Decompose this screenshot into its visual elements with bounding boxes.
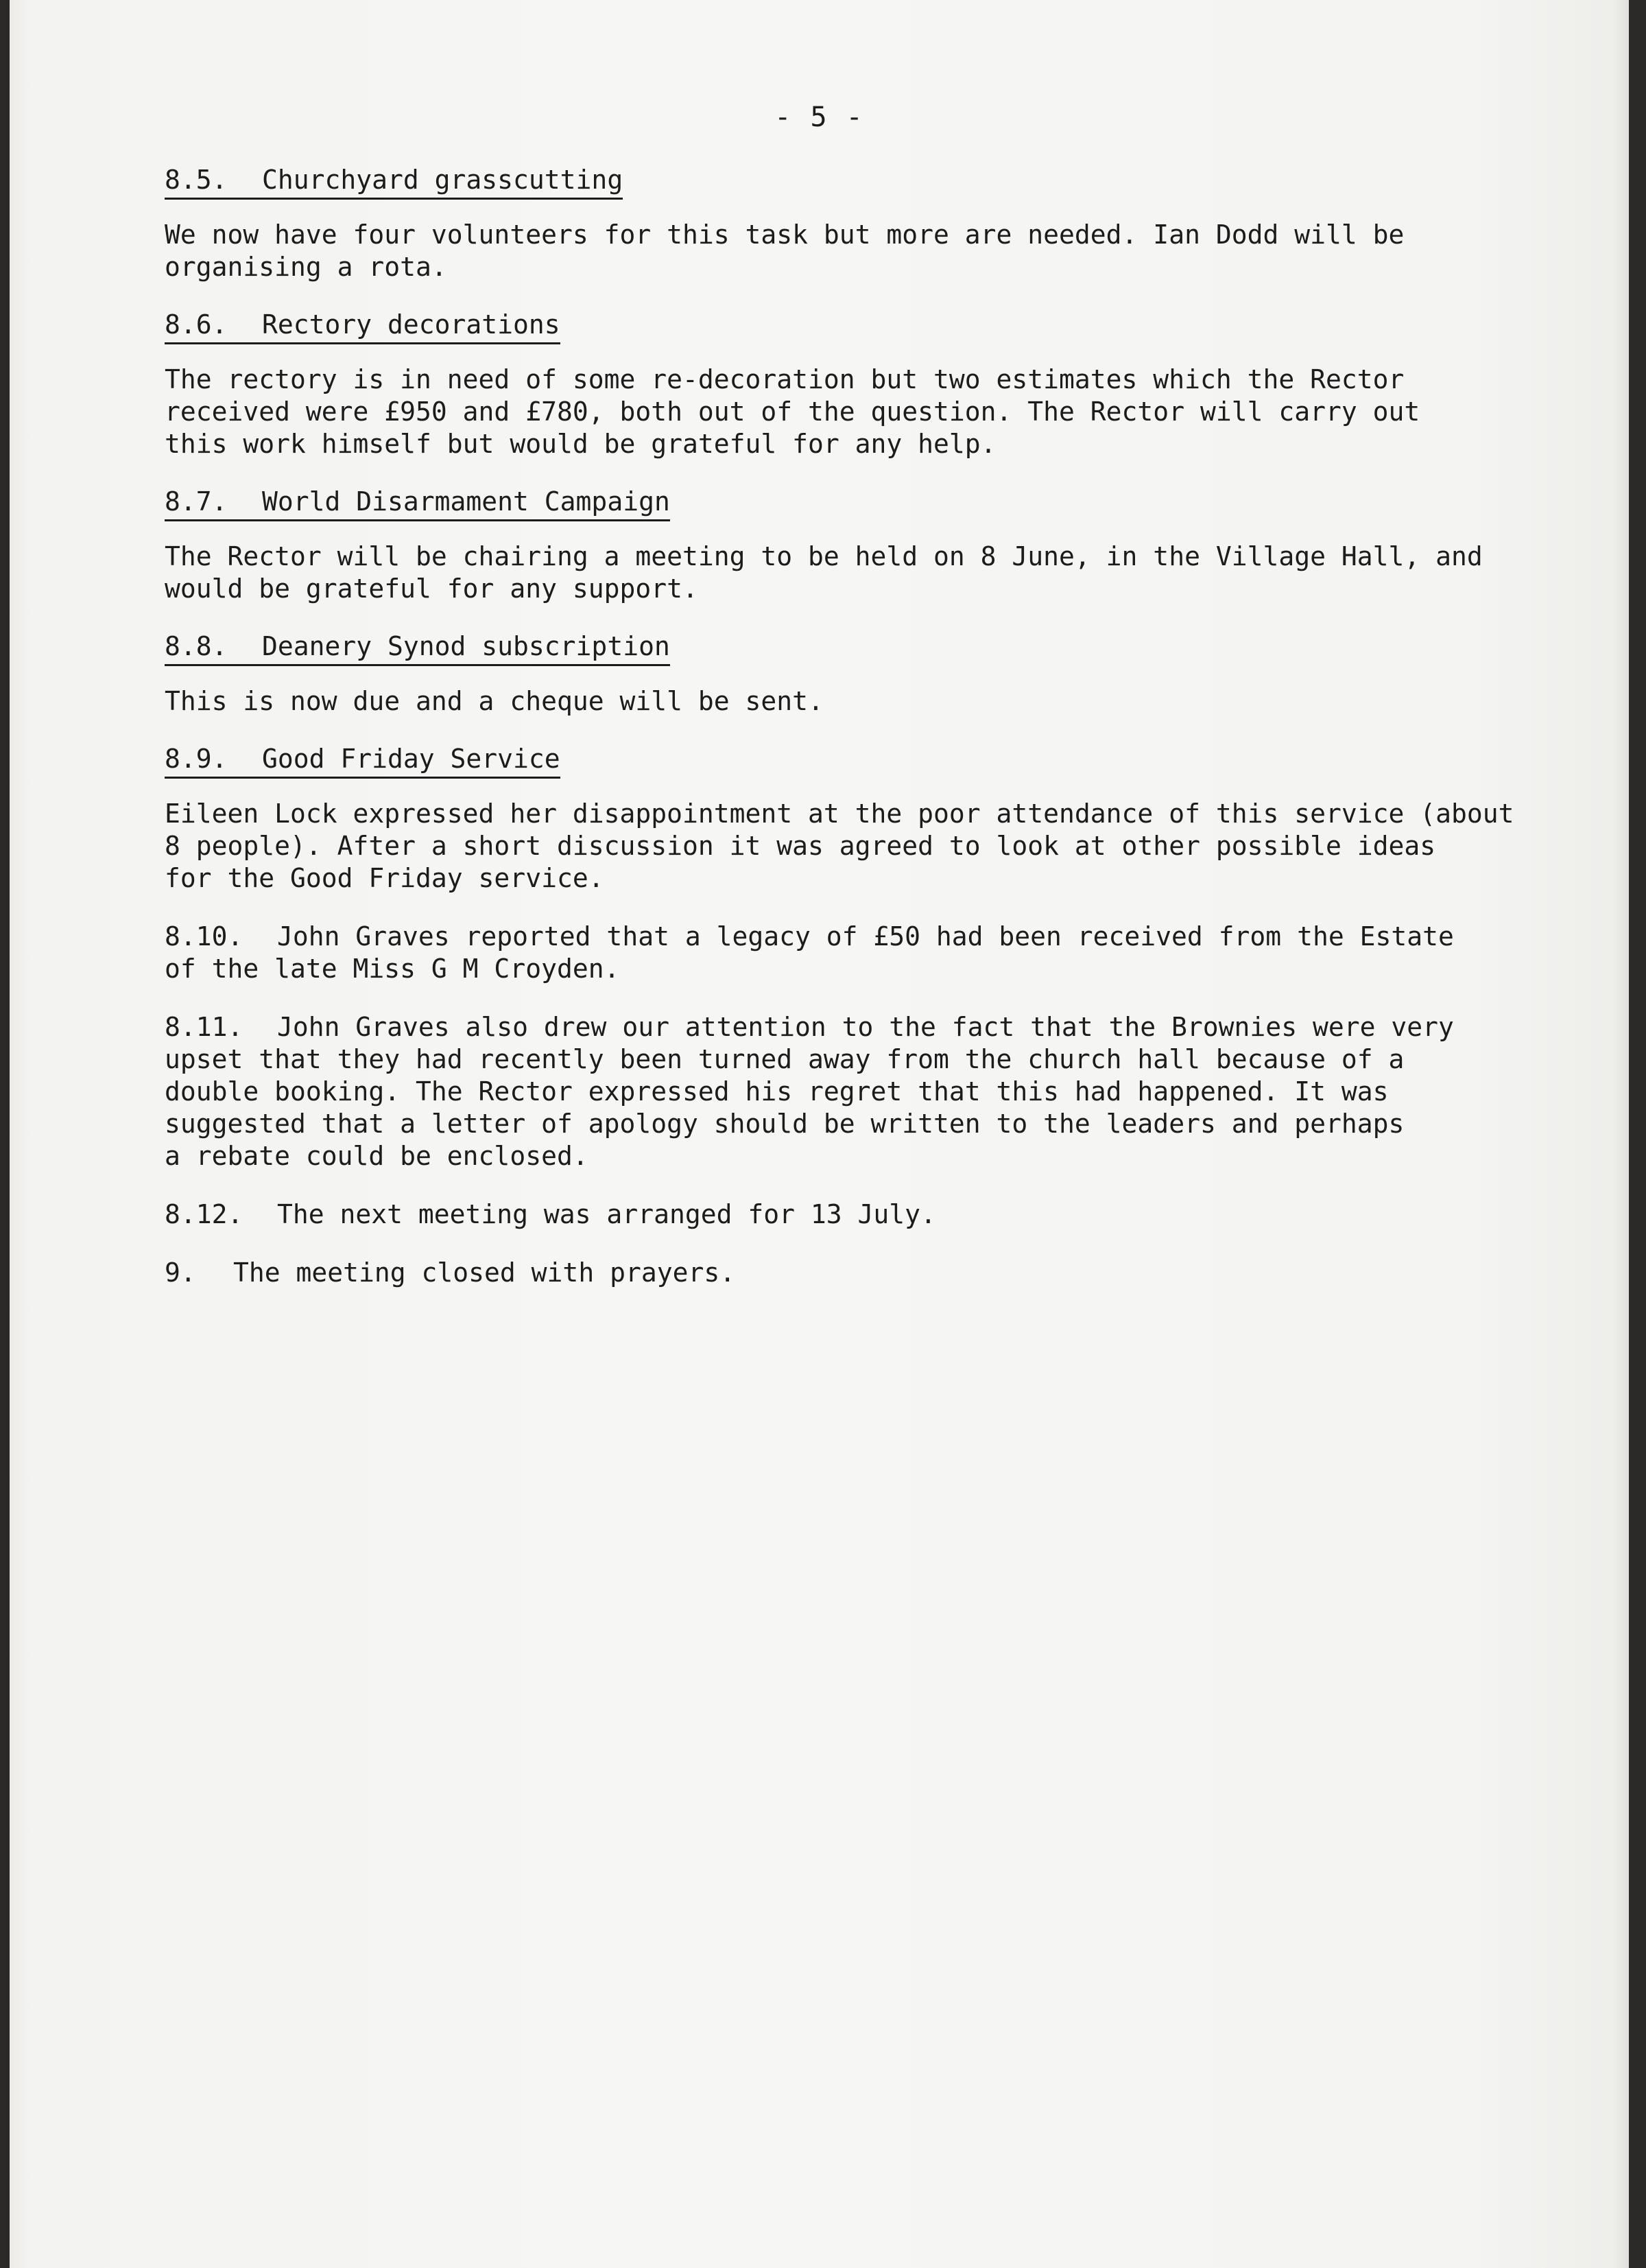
page-edge-shadow — [1612, 0, 1629, 2268]
section-8-5 — [165, 163, 1612, 283]
section-heading — [165, 163, 623, 200]
section-8-9 — [165, 742, 1612, 895]
text-line: This is now due and a cheque will be sent. — [165, 686, 824, 716]
text-line: The next meeting was arranged for 13 July. — [277, 1199, 936, 1229]
text-line: suggested that a letter of apology should be written to the leaders and perhaps — [165, 1109, 1405, 1139]
item-8-10 — [165, 921, 1612, 985]
section-heading — [165, 485, 670, 521]
section-heading — [165, 742, 560, 779]
section-text — [165, 219, 1612, 283]
section-title: World Disarmament Campaign — [262, 486, 670, 517]
text-line: John Graves reported that a legacy of £50 had been received from the Estate — [277, 921, 1454, 952]
section-title: Good Friday Service — [262, 744, 560, 774]
item-number: 9. — [165, 1257, 196, 1288]
item-number: 8.10. — [165, 921, 243, 952]
text-line: for the Good Friday service. — [165, 863, 604, 893]
section-number: 8.9. — [165, 744, 228, 774]
minutes-body — [165, 163, 1612, 1289]
section-title: Deanery Synod subscription — [262, 631, 670, 661]
text-line: Eileen Lock expressed her disappointment at the poor attendance of this service (about — [165, 799, 1514, 829]
section-8-6 — [165, 308, 1612, 460]
section-number: 8.7. — [165, 486, 228, 517]
section-8-7 — [165, 485, 1612, 605]
text-line: would be grateful for any support. — [165, 574, 698, 604]
section-text — [165, 541, 1612, 605]
text-line: upset that they had recently been turned away from the church hall because of a — [165, 1044, 1405, 1074]
section-number: 8.6. — [165, 309, 228, 340]
section-title: Churchyard grasscutting — [262, 165, 623, 195]
text-line: 8 people). After a short discussion it was agreed to look at other possible ideas — [165, 831, 1436, 861]
text-line: The Rector will be chairing a meeting to be held on 8 June, in the Village Hall, and — [165, 541, 1483, 571]
item-9 — [165, 1257, 1612, 1289]
item-8-12 — [165, 1198, 1612, 1231]
text-line: We now have four volunteers for this task but more are needed. Ian Dodd will be — [165, 220, 1405, 250]
text-line: this work himself but would be grateful for any help. — [165, 429, 997, 459]
item-number: 8.11. — [165, 1012, 243, 1042]
text-line: The rectory is in need of some re-decoration but two estimates which the Rector — [165, 364, 1405, 394]
section-text — [165, 798, 1612, 895]
text-line: of the late Miss G M Croyden. — [165, 954, 620, 984]
document-page — [10, 0, 1629, 2268]
section-text — [165, 364, 1612, 460]
item-8-11 — [165, 1011, 1612, 1172]
section-8-8 — [165, 630, 1612, 718]
page-number: - 5 - — [774, 102, 864, 133]
item-number: 8.12. — [165, 1199, 243, 1229]
text-line: double booking. The Rector expressed his regret that this had happened. It was — [165, 1076, 1389, 1107]
text-line: a rebate could be enclosed. — [165, 1141, 588, 1171]
text-line: organising a rota. — [165, 252, 447, 282]
section-text — [165, 685, 1612, 718]
text-line: received were £950 and £780, both out of the question. The Rector will carry out — [165, 397, 1420, 427]
text-line: The meeting closed with prayers. — [233, 1257, 736, 1288]
section-heading — [165, 630, 670, 666]
text-line: John Graves also drew our attention to the fact that the Brownies were very — [277, 1012, 1454, 1042]
section-title: Rectory decorations — [262, 309, 560, 340]
section-heading — [165, 308, 560, 344]
section-number: 8.8. — [165, 631, 228, 661]
section-number: 8.5. — [165, 165, 228, 195]
